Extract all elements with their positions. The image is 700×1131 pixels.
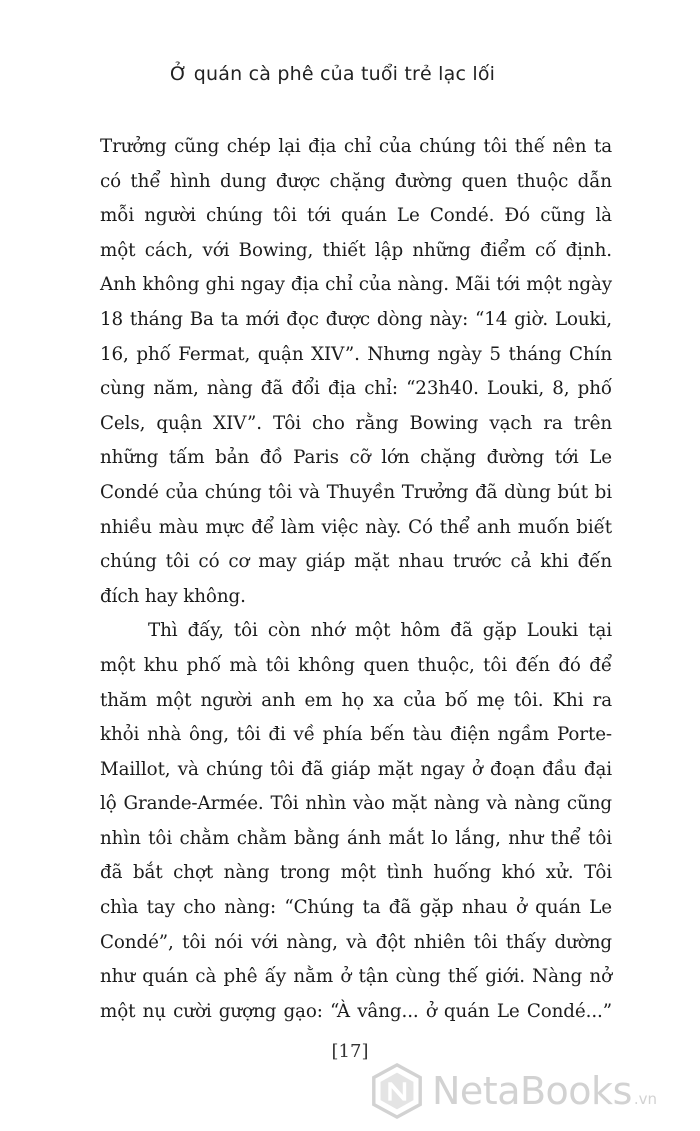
text-line: như quán cà phê ấy nằm ở tận cùng thế giới. Nàng nở	[100, 966, 612, 988]
text-line: khỏi nhà ông, tôi đi về phía bến tàu điện ngầm Porte-	[100, 724, 612, 746]
text-line: Condé”, tôi nói với nàng, và đột nhiên tôi thấy dường	[100, 931, 612, 953]
text-line: chúng tôi có cơ may giáp mặt nhau trước cả khi đến	[100, 551, 612, 573]
text-line: Anh không ghi ngay địa chỉ của nàng. Mãi tới một ngày	[100, 274, 612, 296]
text-line: chìa tay cho nàng: “Chúng ta đã gặp nhau ở quán Le	[100, 897, 612, 919]
text-line: thăm một người anh em họ xa của bố mẹ tôi. Khi ra	[100, 689, 612, 711]
running-header	[0, 63, 700, 85]
watermark-brand: NetaBooks	[432, 1069, 632, 1113]
page-number: [17]	[331, 1041, 369, 1062]
text-line: một cách, với Bowing, thiết lập những điểm cố định.	[100, 239, 612, 261]
paragraph-1	[100, 130, 612, 614]
text-line: đích hay không.	[100, 585, 246, 607]
text-line: đã bắt chợt nàng trong một tình huống khó xử. Tôi	[100, 862, 612, 884]
text-line: cùng năm, nàng đã đổi địa chỉ: “23h40. Louki, 8, phố	[100, 378, 612, 400]
paragraph-2	[100, 614, 612, 1029]
text-line: 18 tháng Ba ta mới đọc được dòng này: “14 giờ. Louki,	[100, 308, 612, 330]
text-line: nhìn tôi chằm chằm bằng ánh mắt lo lắng, như thể tôi	[100, 827, 612, 849]
text-line: mỗi người chúng tôi tới quán Le Condé. Đó cũng là	[100, 205, 612, 227]
text-line: một khu phố mà tôi không quen thuộc, tôi đến đó để	[100, 654, 612, 676]
text-line: lộ Grande-Armée. Tôi nhìn vào mặt nàng và nàng cũng	[100, 793, 612, 815]
text-line: có thể hình dung được chặng đường quen thuộc dẫn	[100, 170, 612, 192]
text-line: Cels, quận XIV”. Tôi cho rằng Bowing vạch ra trên	[100, 412, 612, 434]
neta-n-hexagon-icon	[368, 1062, 426, 1120]
text-line: những tấm bản đồ Paris cỡ lớn chặng đường tới Le	[100, 447, 612, 469]
text-line: một nụ cười gượng gạo: “À vâng... ở quán Le Condé...”	[100, 1000, 612, 1022]
watermark-tld: .vn	[633, 1090, 658, 1108]
text-line: Thì đấy, tôi còn nhớ một hôm đã gặp Louki tại	[148, 620, 612, 642]
text-line: nhiều màu mực để làm việc này. Có thể anh muốn biết	[100, 516, 612, 538]
running-title: Ở quán cà phê của tuổi trẻ lạc lối	[170, 63, 496, 85]
text-line: Maillot, và chúng tôi đã giáp mặt ngay ở đoạn đầu đại	[100, 758, 612, 780]
text-line: 16, phố Fermat, quận XIV”. Nhưng ngày 5 tháng Chín	[100, 343, 612, 365]
page-body	[100, 130, 612, 1029]
text-line: Trưởng cũng chép lại địa chỉ của chúng tôi thế nên ta	[100, 136, 612, 157]
watermark	[368, 1058, 698, 1124]
text-line: Condé của chúng tôi và Thuyền Trưởng đã dùng bút bi	[100, 481, 612, 503]
